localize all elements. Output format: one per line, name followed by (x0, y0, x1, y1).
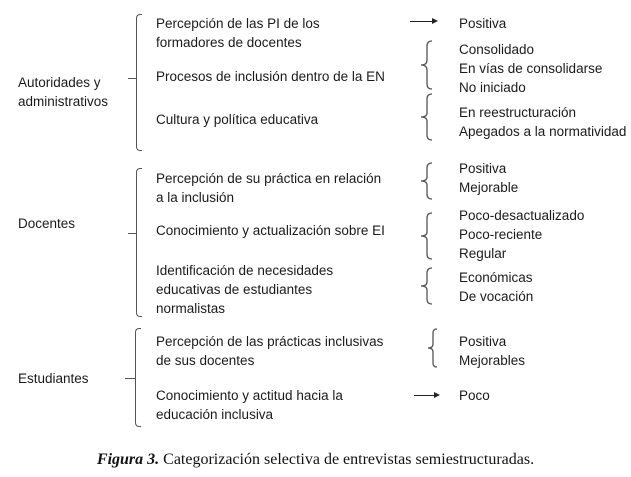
curly-brace-icon (420, 212, 434, 260)
group-label-estudiantes: Estudiantes (18, 371, 89, 386)
result-label: Positiva (459, 161, 507, 176)
arrow-right-icon (410, 21, 436, 22)
result-label: Poco-reciente (459, 227, 543, 242)
category-label: Procesos de inclusión dentro de la EN (156, 69, 385, 84)
group-bracket-tick (128, 233, 136, 234)
figure-caption-label: Figura 3. (96, 451, 160, 468)
category-label: Percepción de su práctica en relación (156, 171, 382, 186)
group-label-autoridades-line2: administrativos (18, 94, 109, 109)
group-label-autoridades-line1: Autoridades y (18, 75, 101, 90)
result-label: De vocación (459, 289, 534, 304)
arrow-right-icon (414, 395, 438, 396)
curly-brace-icon (427, 328, 439, 368)
result-label: En vías de consolidarse (459, 61, 603, 76)
result-label: Mejorable (459, 180, 519, 195)
category-label: de sus docentes (156, 353, 255, 368)
result-label: Apegados a la normatividad (459, 124, 627, 139)
curly-brace-icon (420, 162, 434, 200)
result-label: En reestructuración (459, 105, 577, 120)
result-label: Poco (459, 388, 490, 403)
category-label: educativas de estudiantes (156, 282, 313, 297)
category-label: educación inclusiva (156, 407, 274, 422)
group-bracket-docentes (136, 168, 142, 317)
group-bracket-autoridades (136, 14, 142, 151)
figure-caption-text: Categorización selectiva de entrevistas semiestructuradas. (159, 451, 535, 468)
category-label: Percepción de las PI de los (156, 16, 320, 31)
group-label-docentes: Docentes (18, 216, 76, 231)
group-bracket-tick (125, 378, 135, 379)
result-label: Positiva (459, 334, 507, 349)
result-label: Poco-desactualizado (459, 208, 585, 223)
curly-brace-icon (420, 40, 434, 90)
result-label: Positiva (459, 16, 507, 31)
category-label: normalistas (156, 301, 226, 316)
category-label: a la inclusión (156, 190, 235, 205)
result-label: Regular (459, 246, 507, 261)
figure-caption (0, 451, 631, 469)
curly-brace-icon (420, 93, 434, 141)
result-label: Económicas (459, 270, 533, 285)
result-label: Consolidado (459, 42, 535, 57)
result-label: Mejorables (459, 353, 526, 368)
group-bracket-tick (128, 78, 136, 79)
category-label: formadores de docentes (156, 35, 302, 50)
group-bracket-estudiantes (135, 328, 141, 427)
category-label: Percepción de las prácticas inclusivas (156, 334, 384, 349)
category-label: Conocimiento y actitud hacia la (156, 388, 343, 403)
curly-brace-icon (420, 267, 434, 305)
category-label: Cultura y política educativa (156, 112, 319, 127)
category-label: Identificación de necesidades (156, 263, 334, 278)
result-label: No iniciado (459, 80, 526, 95)
category-label: Conocimiento y actualización sobre EI (156, 223, 385, 238)
